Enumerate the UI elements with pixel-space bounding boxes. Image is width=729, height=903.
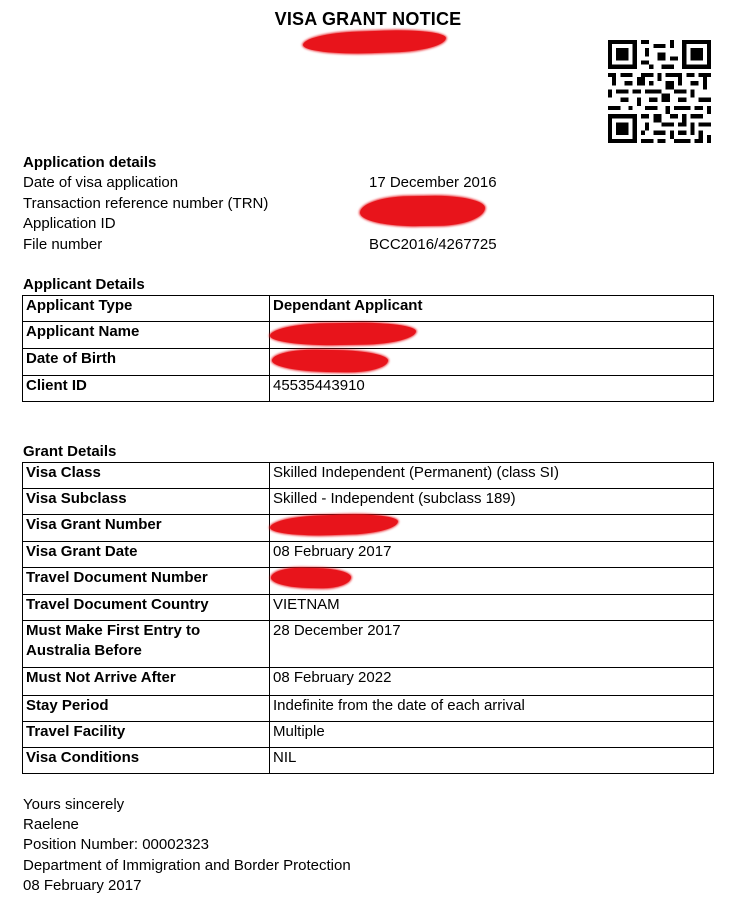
table-row <box>23 489 714 515</box>
table-row <box>23 722 714 748</box>
applicant-details-table <box>22 295 714 402</box>
field-label: Application ID <box>23 215 116 232</box>
table-cell-value: Dependant Applicant <box>270 296 714 322</box>
table-cell-value: 45535443910 <box>270 376 714 402</box>
application-details-heading: Application details <box>23 154 157 171</box>
qr-code-icon <box>608 40 711 143</box>
table-cell-value: 28 December 2017 <box>270 621 714 668</box>
signer-name: Raelene <box>23 816 79 834</box>
table-row <box>23 595 714 621</box>
table-cell-label: Travel Facility <box>23 722 270 748</box>
table-row <box>23 376 714 402</box>
table-cell-value: Skilled - Independent (subclass 189) <box>270 489 714 515</box>
field-label: Date of visa application <box>23 174 179 191</box>
table-cell-label: Visa Conditions <box>23 748 270 774</box>
table-row <box>23 568 714 595</box>
table-cell-label: Applicant Type <box>23 296 270 322</box>
signature-date: 08 February 2017 <box>23 876 142 894</box>
table-row <box>23 296 714 322</box>
table-cell-label: Applicant Name <box>23 322 270 349</box>
table-cell-value: VIETNAM <box>270 595 714 621</box>
field-value: 17 December 2016 <box>369 174 497 191</box>
table-cell-label: Client ID <box>23 376 270 402</box>
table-cell-label: Visa Class <box>23 463 270 489</box>
position-number: Position Number: 00002323 <box>23 836 209 854</box>
table-row <box>23 463 714 489</box>
closing-text: Yours sincerely <box>23 796 125 813</box>
table-cell-label: Stay Period <box>23 696 270 722</box>
table-row <box>23 542 714 568</box>
table-cell-label: Must Not Arrive After <box>23 668 270 696</box>
table-row <box>23 696 714 722</box>
table-cell-label: Travel Document Country <box>23 595 270 621</box>
table-cell-value: Skilled Independent (Permanent) (class SI) <box>270 463 714 489</box>
applicant-details-heading: Applicant Details <box>23 276 145 293</box>
list-item <box>23 173 497 194</box>
grant-details-heading: Grant Details <box>23 443 117 460</box>
field-label: Transaction reference number (TRN) <box>23 194 269 212</box>
table-cell-value: Indefinite from the date of each arrival <box>270 696 714 722</box>
table-cell-value: 08 February 2022 <box>270 668 714 696</box>
table-row <box>23 668 714 696</box>
table-cell-value: Multiple <box>270 722 714 748</box>
list-item <box>23 235 497 256</box>
table-cell-label: Travel Document Number <box>23 568 270 595</box>
table-cell-label: Visa Subclass <box>23 489 270 515</box>
grant-details-table <box>22 462 714 774</box>
table-cell-label: Must Make First Entry to Australia Before <box>23 621 270 668</box>
field-value: BCC2016/4267725 <box>369 235 497 253</box>
table-cell-label: Visa Grant Number <box>23 515 270 542</box>
redaction-title-name <box>303 29 447 56</box>
department-name: Department of Immigration and Border Protection <box>23 856 351 874</box>
table-row <box>23 621 714 668</box>
table-cell-value: 08 February 2017 <box>270 542 714 568</box>
field-label: File number <box>23 235 103 253</box>
signature-block <box>23 795 351 896</box>
page-title: VISA GRANT NOTICE <box>274 9 462 29</box>
table-cell-label: Date of Birth <box>23 349 270 376</box>
table-cell-value: NIL <box>270 748 714 774</box>
table-cell-label: Visa Grant Date <box>23 542 270 568</box>
table-row <box>23 748 714 774</box>
